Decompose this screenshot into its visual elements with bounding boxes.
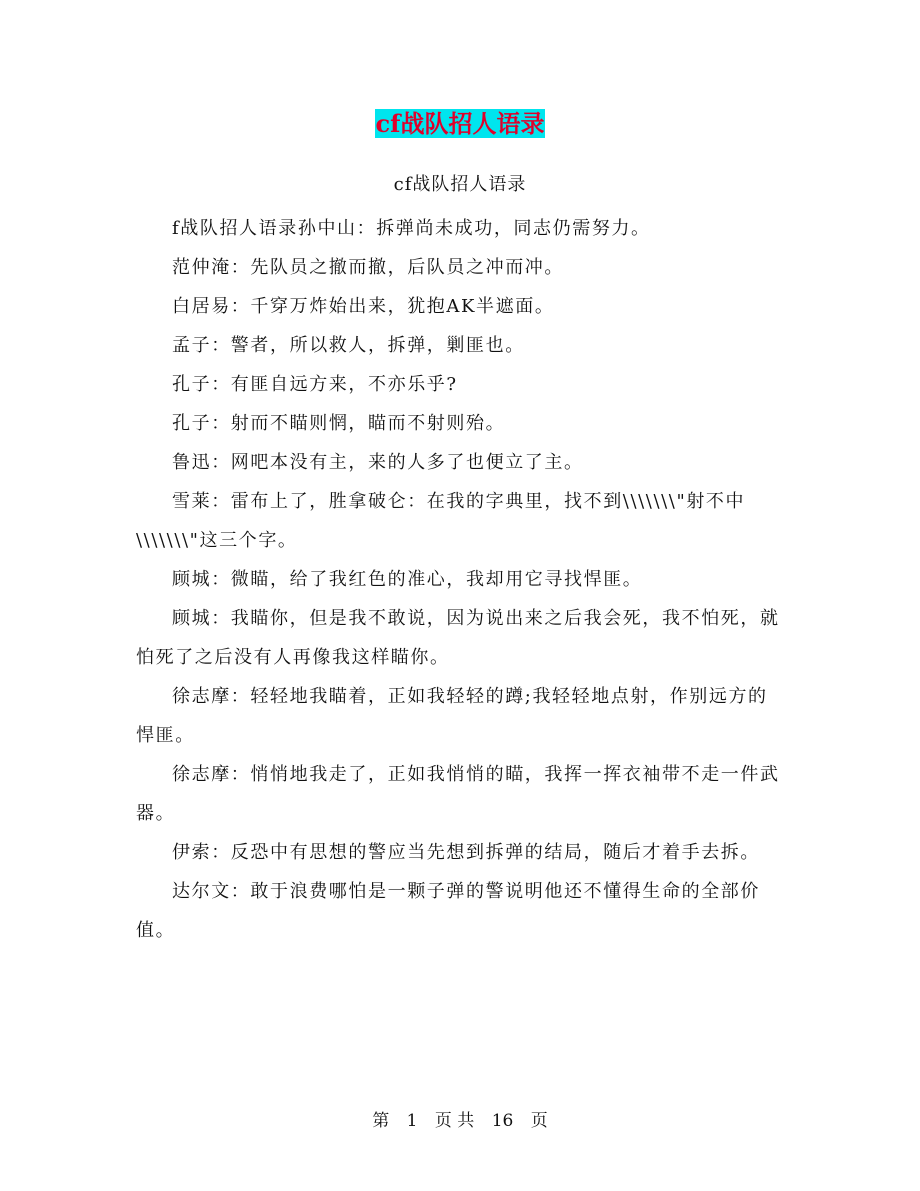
document-title	[0, 109, 920, 139]
page-number: 1	[406, 1111, 418, 1131]
paragraph: f战队招人语录孙中山：拆弹尚未成功，同志仍需努力。	[172, 218, 651, 239]
page-footer	[0, 1110, 920, 1132]
document-subtitle: cf战队招人语录	[393, 174, 527, 195]
paragraph: 孟子：警者，所以救人，拆弹，剿匪也。	[172, 335, 525, 356]
paragraph: 鲁迅：网吧本没有主，来的人多了也便立了主。	[172, 452, 584, 473]
footer-prefix: 第	[372, 1111, 390, 1131]
paragraph: 伊索：反恐中有思想的警应当先想到拆弹的结局，随后才着手去拆。	[172, 842, 760, 863]
footer-suffix: 页	[530, 1111, 548, 1131]
paragraph: 雪莱：雷布上了，胜拿破仑：在我的字典里，找不到\\\\\\\"射不中\\\\\\\"这三个字。	[136, 491, 746, 551]
document-title-text: cf战队招人语录	[375, 109, 545, 138]
page-total: 16	[491, 1111, 514, 1131]
paragraph: 达尔文：敢于浪费哪怕是一颗子弹的警说明他还不懂得生命的全部价值。	[136, 881, 760, 941]
paragraph: 白居易：千穿万炸始出来，犹抱AK半遮面。	[172, 296, 555, 317]
document-body	[136, 209, 786, 950]
paragraph: 孔子：射而不瞄则惘，瞄而不射则殆。	[172, 413, 506, 434]
paragraph: 顾城：我瞄你，但是我不敢说，因为说出来之后我会死，我不怕死，就怕死了之后没有人再像我这样瞄你。	[136, 608, 780, 668]
paragraph: 范仲淹：先队员之撤而撤，后队员之冲而冲。	[172, 257, 564, 278]
paragraph: 顾城：微瞄，给了我红色的准心，我却用它寻找悍匪。	[172, 569, 643, 590]
footer-middle: 页 共	[434, 1111, 475, 1131]
paragraph: 徐志摩：轻轻地我瞄着，正如我轻轻的蹲;我轻轻地点射，作别远方的悍匪。	[136, 686, 768, 746]
paragraph: 徐志摩：悄悄地我走了，正如我悄悄的瞄，我挥一挥衣袖带不走一件武器。	[136, 764, 780, 824]
paragraph: 孔子：有匪自远方来，不亦乐乎?	[172, 374, 458, 395]
